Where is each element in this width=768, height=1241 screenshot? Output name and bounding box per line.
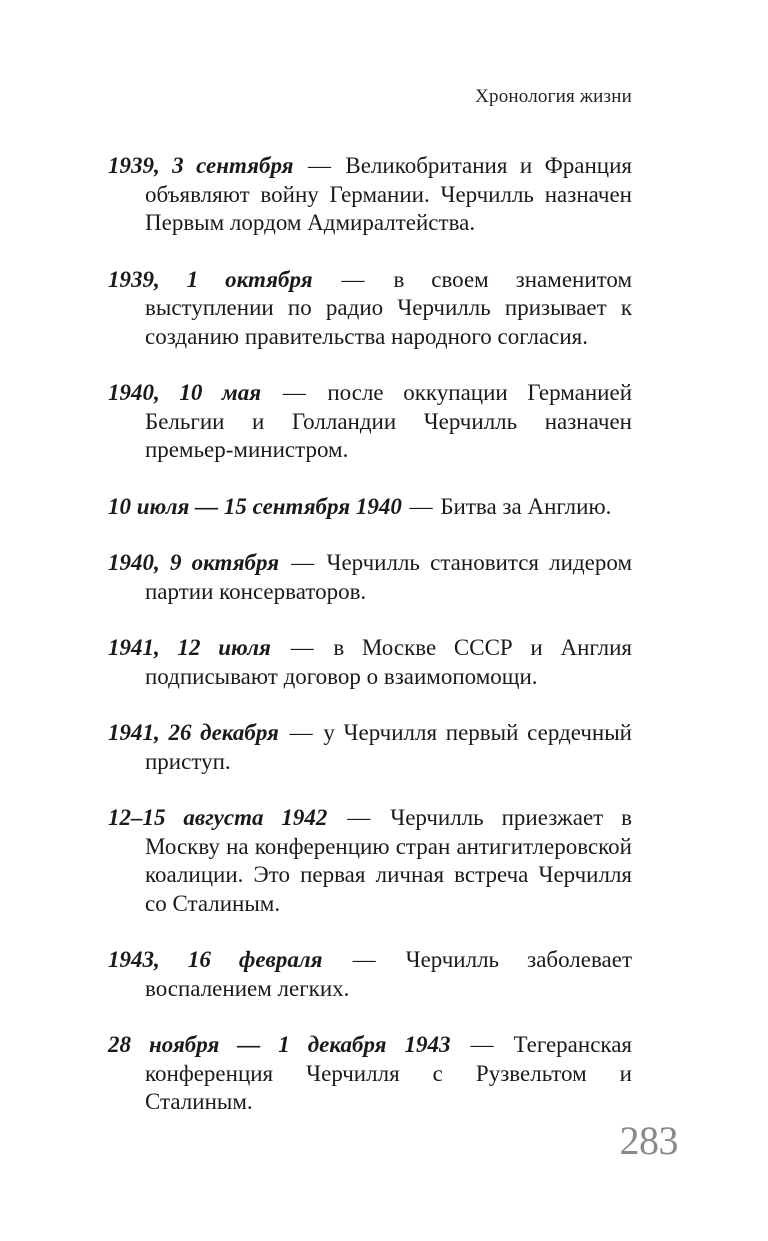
entry-dash: —	[282, 380, 306, 405]
chronology-entry	[108, 152, 632, 238]
page-number: 283	[619, 1118, 678, 1163]
chronology-entry	[108, 1031, 632, 1117]
entry-text: Битва за Англию.	[440, 493, 612, 519]
entry-dash: —	[409, 493, 433, 519]
chronology-entry	[108, 946, 632, 1003]
running-header: Хронология жизни	[475, 86, 632, 107]
chronology-entry	[108, 266, 632, 352]
entry-dash: —	[341, 266, 365, 292]
entry-dash: —	[352, 947, 376, 972]
chronology-entry	[108, 379, 632, 465]
entry-text: в Москве СССР и Англия подписывают договор о взаимопомощи.	[145, 635, 633, 689]
entry-date: 12–15 августа 1942	[108, 805, 328, 830]
chronology-entry	[108, 549, 632, 606]
entry-date: 10 июля — 15 сентября 1940	[108, 493, 402, 519]
entry-dash: —	[291, 550, 315, 575]
entry-dash: —	[307, 153, 331, 178]
entry-date: 1941, 26 декабря	[108, 720, 279, 745]
entry-text: Великобритания и Франция объявляют войну Германии. Черчилль назначен Первым лордом Адмиралтейства.	[145, 153, 632, 235]
entry-text: после оккупации Германией Бельгии и Голландии Черчилль назначен премьер-министром.	[145, 380, 632, 462]
entry-dash: —	[470, 1032, 494, 1057]
entry-dash: —	[289, 720, 313, 745]
chronology-list	[108, 152, 632, 1145]
chronology-entry	[108, 493, 632, 522]
entry-date: 1939, 1 октября	[108, 266, 313, 292]
entry-text: в своем знаменитом выступлении по радио Черчилль призывает к созданию правительства народного согласия.	[145, 266, 633, 349]
entry-date: 1939, 3 сентября	[108, 153, 294, 178]
entry-text: у Черчилля первый сердечный приступ.	[145, 720, 632, 774]
entry-date: 28 ноября — 1 декабря 1943	[108, 1032, 451, 1057]
chronology-entry	[108, 804, 632, 918]
chronology-entry	[108, 634, 632, 691]
entry-date: 1943, 16 февраля	[108, 947, 323, 972]
entry-text: Тегеранская конференция Черчилля с Рузвельтом и Сталиным.	[145, 1032, 633, 1114]
entry-text: Черчилль заболевает воспалением легких.	[145, 947, 633, 1001]
entry-date: 1940, 10 мая	[108, 380, 262, 405]
entry-text: Черчилль приезжает в Москву на конференцию стран антигитлеровской коалиции. Это первая личная встреча Черчилля со Сталиным.	[145, 805, 633, 916]
entry-date: 1941, 12 июля	[108, 635, 271, 660]
entry-date: 1940, 9 октября	[108, 550, 280, 575]
entry-dash: —	[347, 805, 371, 830]
entry-text: Черчилль становится лидером партии консерваторов.	[145, 550, 633, 604]
entry-dash: —	[290, 635, 314, 660]
chronology-entry	[108, 719, 632, 776]
